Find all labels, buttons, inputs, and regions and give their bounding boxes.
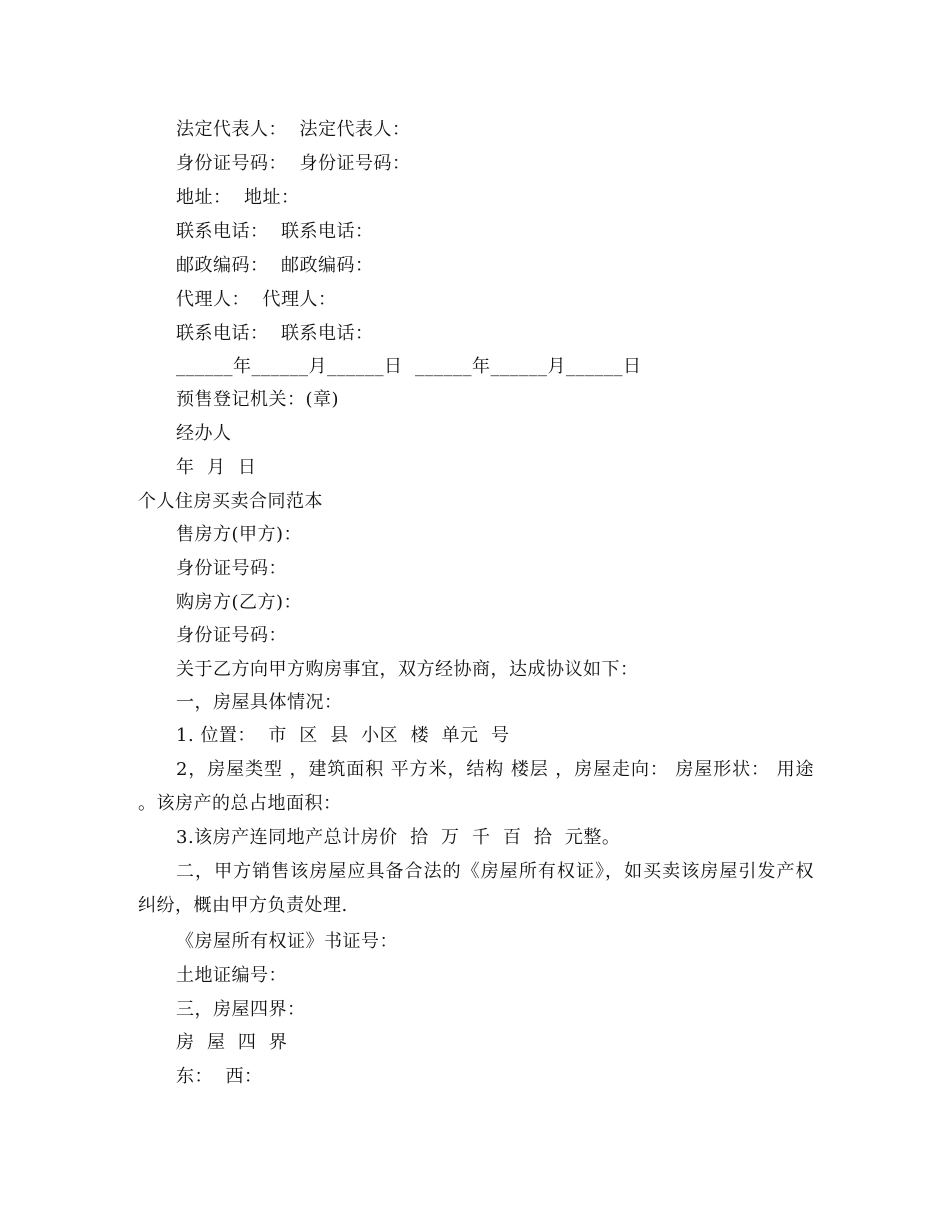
phone-line: 联系电话： 联系电话： bbox=[176, 221, 374, 242]
seller-line: 售房方(甲方)： bbox=[176, 524, 303, 545]
house-type-paragraph: 2，房屋类型 ，建筑面积 平方米，结构 楼层 ，房屋走向： 房屋形状： 用途 。该房产的总占地面积： bbox=[138, 759, 814, 814]
postal-code-line: 邮政编码： 邮政编码： bbox=[176, 255, 374, 276]
contract-title: 个人住房买卖合同范本 bbox=[138, 491, 323, 512]
land-certificate-line: 土地证编号： bbox=[176, 965, 287, 986]
agent-phone-line: 联系电话： 联系电话： bbox=[176, 323, 374, 344]
id-number-line: 身份证号码： 身份证号码： bbox=[176, 153, 411, 174]
section-three-heading: 三，房屋四界： bbox=[176, 999, 306, 1020]
address-line: 地址： 地址： bbox=[176, 187, 300, 208]
legal-representative-line: 法定代表人： 法定代表人： bbox=[176, 119, 411, 140]
registration-authority-line: 预售登记机关：(章) bbox=[176, 389, 340, 410]
handler-date-line: 年 月 日 bbox=[176, 457, 257, 478]
location-line: 1. 位置： 市 区 县 小区 楼 单元 号 bbox=[176, 725, 510, 746]
section-two-paragraph: 二，甲方销售该房屋应具备合法的《房屋所有权证》，如买卖该房屋引发产权纠纷，概由甲方负责处理. bbox=[138, 861, 814, 916]
section-one-heading: 一，房屋具体情况： bbox=[176, 692, 343, 713]
certificate-number-line: 《房屋所有权证》书证号： bbox=[176, 931, 398, 952]
buyer-line: 购房方(乙方)： bbox=[176, 592, 303, 613]
east-west-line: 东： 西： bbox=[176, 1066, 263, 1087]
agreement-intro: 关于乙方向甲方购房事宜，双方经协商，达成协议如下： bbox=[176, 659, 639, 680]
boundaries-heading: 房 屋 四 界 bbox=[176, 1032, 288, 1053]
buyer-id-line: 身份证号码： bbox=[176, 625, 287, 646]
handler-line: 经办人 bbox=[176, 423, 232, 444]
agent-line: 代理人： 代理人： bbox=[176, 289, 337, 310]
total-price-line: 3.该房产连同地产总计房价 拾 万 千 百 拾 元整。 bbox=[176, 827, 621, 848]
date-line: ______年______月______日 ______年______月______日 bbox=[176, 356, 642, 377]
seller-id-line: 身份证号码： bbox=[176, 558, 287, 579]
